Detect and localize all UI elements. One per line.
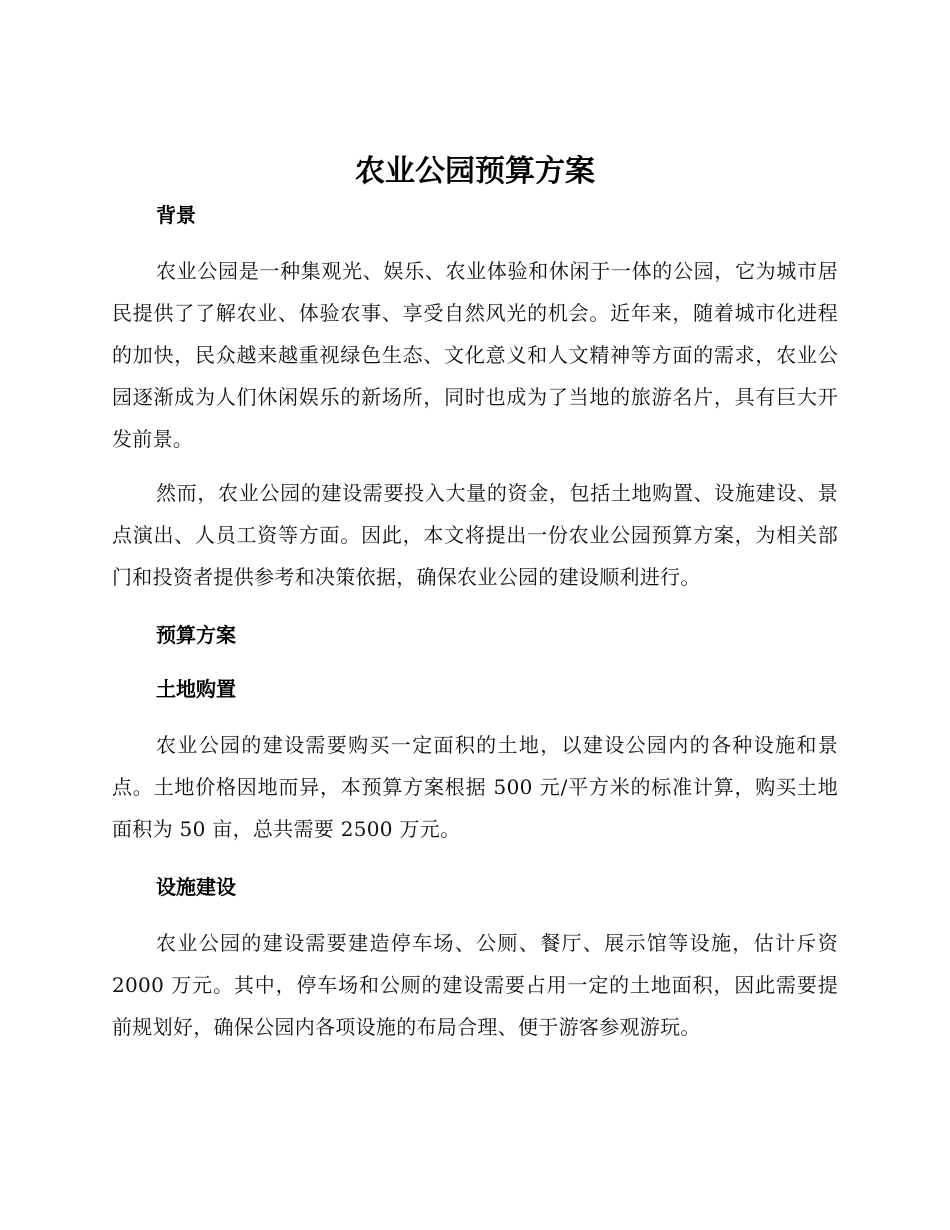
paragraph-background-2: 然而，农业公园的建设需要投入大量的资金，包括土地购置、设施建设、景点演出、人员工资等方面。因此，本文将提出一份农业公园预算方案，为相关部门和投资者提供参考和决策依据，确保农业公园的建设顺利进行。	[112, 481, 838, 589]
paragraph-land-purchase: 农业公园的建设需要购买一定面积的土地，以建设公园内的各种设施和景点。土地价格因地而异，本预算方案根据 500 元/平方米的标准计算，购买土地面积为 50 亩，总共需要 2500 万元。	[112, 733, 838, 841]
subsection-heading-land-purchase: 土地购置	[156, 677, 236, 701]
document-body	[112, 148, 838, 1048]
paragraph-facilities: 农业公园的建设需要建造停车场、公厕、餐厅、展示馆等设施，估计斥资 2000 万元。其中，停车场和公厕的建设需要占用一定的土地面积，因此需要提前规划好，确保公园内各项设施的布局合理、便于游客参观游玩。	[112, 931, 838, 1039]
section-heading-budget-plan: 预算方案	[156, 623, 236, 647]
document-title: 农业公园预算方案	[355, 154, 595, 189]
paragraph-background-1: 农业公园是一种集观光、娱乐、农业体验和休闲于一体的公园，它为城市居民提供了了解农业、体验农事、享受自然风光的机会。近年来，随着城市化进程的加快，民众越来越重视绿色生态、文化意义和人文精神等方面的需求，农业公园逐渐成为人们休闲娱乐的新场所，同时也成为了当地的旅游名片，具有巨大开发前景。	[112, 259, 838, 451]
subsection-heading-facilities: 设施建设	[156, 875, 236, 899]
section-heading-background: 背景	[156, 203, 196, 227]
